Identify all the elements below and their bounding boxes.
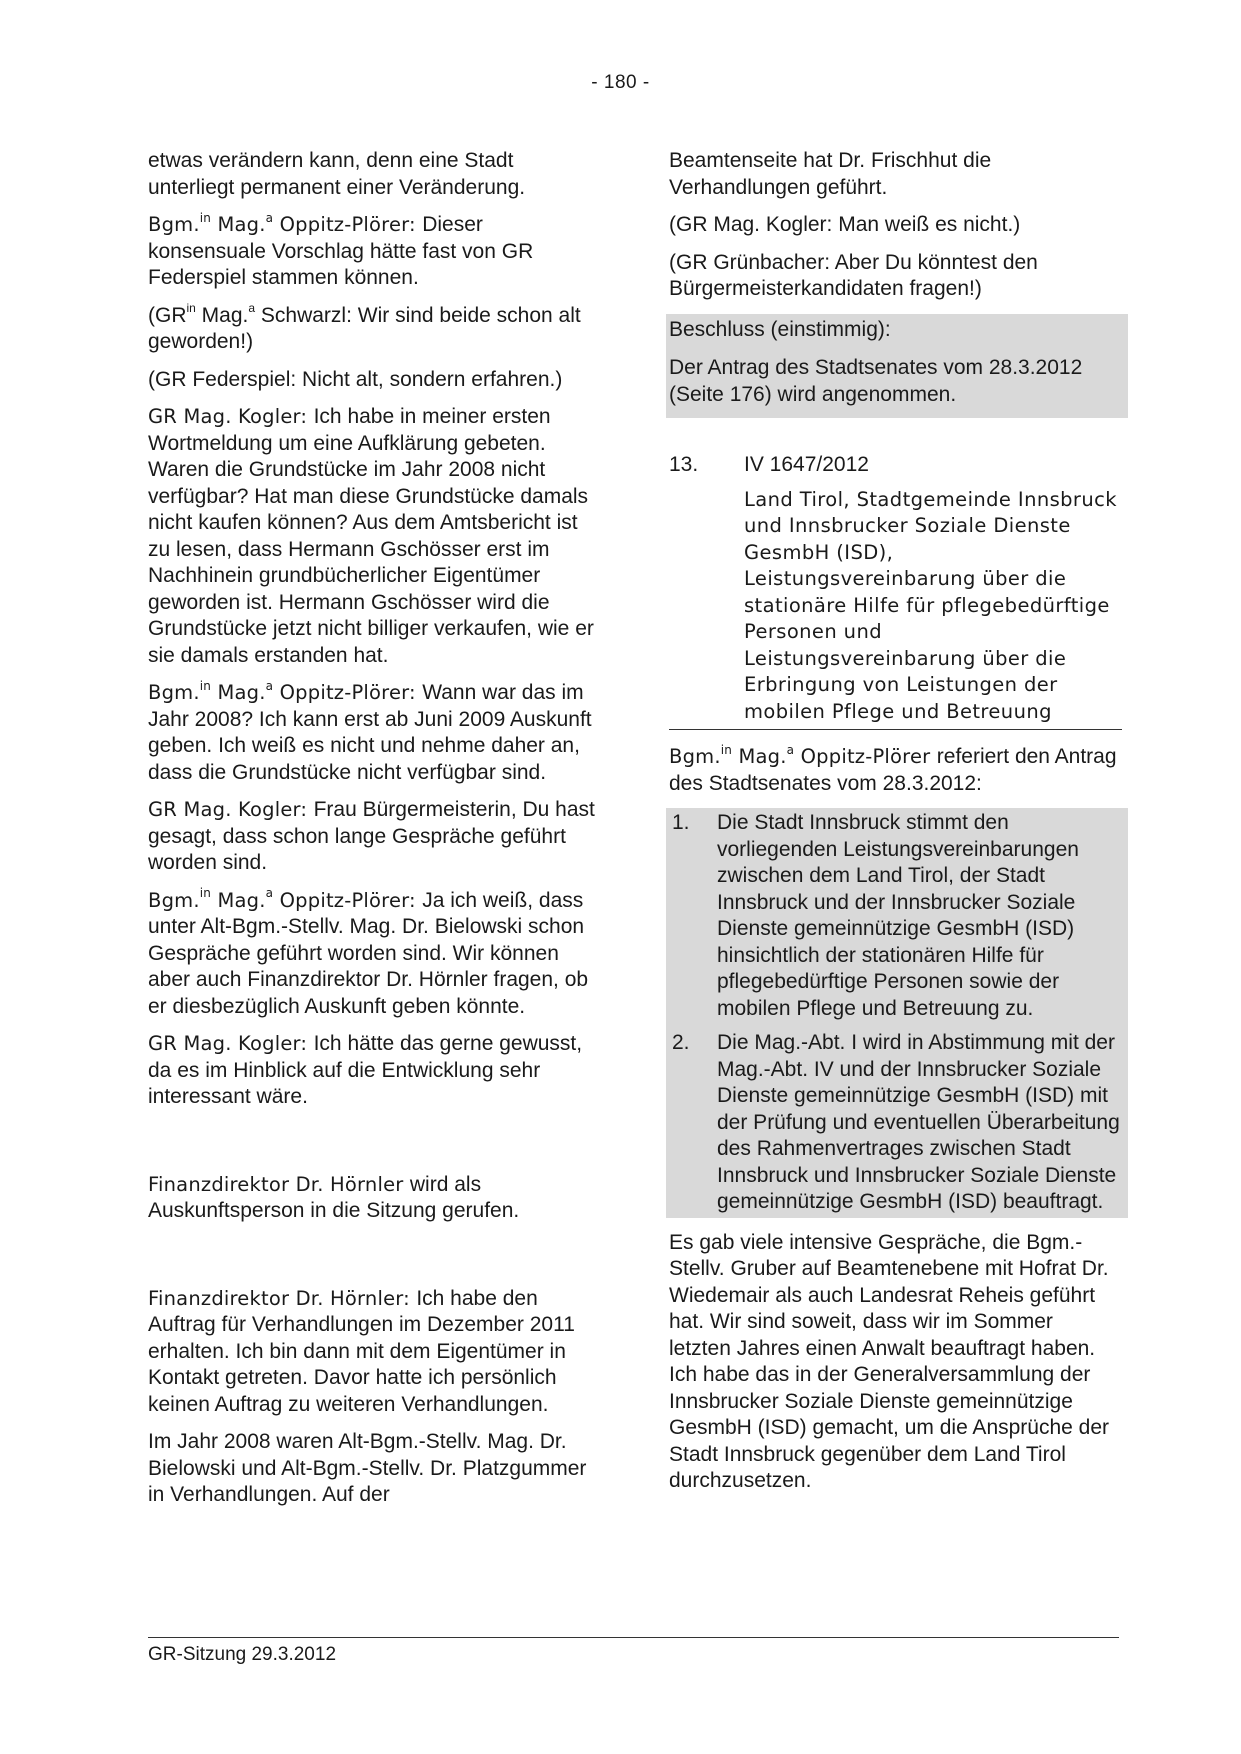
paragraph: Es gab viele intensive Gespräche, die Bgm.-Stellv. Gruber auf Beamtenebene mit Hofrat Dr. Wiedemair als auch Landesrat Reheis geführt hat. Wir sind soweit, dass wir im Sommer letzten Jahres einen Anwalt beauftragt haben. Ich habe das in der Generalversammlung der Innsbrucker Soziale Dienste gemeinnützige GesmbH (ISD) gemacht, um die Ansprüche der Stadt Innsbruck gegenüber dem Land Tirol durchzusetzen.: [669, 1230, 1110, 1492]
list-item: [669, 810, 1125, 1022]
speech-paragraph: [148, 404, 598, 669]
speaker-name: GR Mag. Kogler:: [148, 798, 314, 821]
paragraph: Beamtenseite hat Dr. Frischhut die Verhandlungen geführt.: [669, 149, 992, 199]
speech-paragraph: [148, 1286, 598, 1419]
speaker-name: GR Mag. Kogler:: [148, 405, 314, 428]
speaker-name: Bgm.$^{in}$ Mag.$^a$ Oppitz-Plörer: [669, 742, 937, 768]
speech-paragraph: [148, 888, 598, 1021]
list-item-number: 1.: [672, 811, 690, 834]
agenda-item-number: 13.: [669, 453, 699, 476]
interjection: (GR Mag. Kogler: Man weiß es nicht.): [669, 213, 1021, 236]
speaker-name: Finanzdirektor Dr. Hörnler: [148, 1172, 410, 1196]
motion-list: [666, 808, 1128, 1218]
speech-paragraph: [669, 744, 1119, 797]
speech-paragraph: [148, 797, 598, 877]
interjection: (GR Grünbacher: Aber Du könntest den Bürgermeisterkandidaten fragen!): [669, 250, 1038, 300]
right-column: [669, 148, 1119, 1506]
list-item-text: Die Mag.-Abt. I wird in Abstimmung mit der Mag.-Abt. IV und der Innsbrucker Soziale Dienste gemeinnützige GesmbH (ISD) mit der Prüfung und eventuellen Überarbeitung des Rahmenvertrages zwischen Stadt Innsbruck und Innsbrucker Soziale Dienste gemeinnützige GesmbH (ISD) beauftragt.: [717, 1031, 1120, 1213]
paragraph: etwas verändern kann, denn eine Stadt unterliegt permanent einer Veränderung.: [148, 149, 526, 199]
speech-text: Ich habe den Auftrag für Verhandlungen im Dezember 2011 erhalten. Ich bin dann mit dem Eigentümer in Kontakt getreten. Davor hatte ich persönlich keinen Auftrag zu weiteren Verhandlungen.: [148, 1286, 575, 1416]
speech-text: Ich habe in meiner ersten Wortmeldung um eine Aufklärung gebeten. Waren die Grundstücke im Jahr 2008 nicht verfügbar? Hat man diese Grundstücke damals nicht kaufen können? Aus dem Amtsbericht ist zu lesen, dass Hermann Gschösser erst im Nachhinein grundbücherlicher Eigentümer geworden ist. Hermann Gschösser wird die Grundstücke jetzt nicht billiger verkaufen, wie er sie damals erstanden hat.: [148, 405, 594, 667]
speech-paragraph: [148, 680, 598, 786]
speaker-name: Bgm.$^{in}$ Mag.$^a$ Oppitz-Plörer:: [148, 210, 423, 236]
agenda-item-ref: IV 1647/2012: [744, 453, 869, 476]
agenda-item-title: Land Tirol, Stadtgemeinde Innsbruck und Innsbrucker Soziale Dienste GesmbH (ISD), Leistungsvereinbarung über die stationäre Hilfe für pflegebedürftige Personen und Leistungsvereinbarung über die Erbringung von Leistungen der mobilen Pflege und Betreuung: [744, 487, 1117, 723]
resolution-heading: Beschluss (einstimmig):: [669, 317, 891, 341]
speech-text: referiert den Antrag des Stadtsenates vom 28.3.2012:: [669, 745, 1117, 795]
interjection: ($GR^{in}$ Mag.$^a$ Schwarzl: Wir sind beide schon alt geworden!): [148, 300, 581, 353]
paragraph: Im Jahr 2008 waren Alt-Bgm.-Stellv. Mag. Dr. Bielowski und Alt-Bgm.-Stellv. Dr. Platzgummer in Verhandlungen. Auf der: [148, 1430, 587, 1506]
speaker-name: Finanzdirektor Dr. Hörnler:: [148, 1286, 417, 1310]
interjection: (GR Federspiel: Nicht alt, sondern erfahren.): [148, 367, 563, 391]
speaker-name: Bgm.$^{in}$ Mag.$^a$ Oppitz-Plörer:: [148, 678, 423, 704]
procedural-note: [148, 1172, 598, 1225]
speech-text: wird als Auskunftsperson in die Sitzung gerufen.: [148, 1172, 520, 1222]
agenda-item-header: [669, 452, 1119, 479]
agenda-item-divider: [669, 729, 1122, 730]
speech-paragraph: [148, 212, 598, 292]
speech-text: Frau Bürgermeisterin, Du hast gesagt, dass schon lange Gespräche geführt worden sind.: [148, 798, 595, 874]
speaker-name: GR Mag. Kogler:: [148, 1032, 314, 1055]
speech-text: Wann war das im Jahr 2008? Ich kann erst ab Juni 2009 Auskunft geben. Ich weiß es nicht und nehme daher an, dass die Grundstücke nicht verfügbar sind.: [148, 681, 592, 784]
footer-session-label: GR-Sitzung 29.3.2012: [148, 1644, 337, 1665]
speech-paragraph: [148, 1031, 598, 1111]
speech-text: Ja ich weiß, dass unter Alt-Bgm.-Stellv. Mag. Dr. Bielowski schon Gespräche geführt worden sind. Wir können aber auch Finanzdirektor Dr. Hörnler fragen, ob er diesbezüglich Auskunft geben könnte.: [148, 888, 589, 1018]
footer-divider: [148, 1637, 1119, 1638]
speech-text: Dieser konsensuale Vorschlag hätte fast von GR Federspiel stammen können.: [148, 213, 534, 289]
resolution-text: Der Antrag des Stadtsenates vom 28.3.2012 (Seite 176) wird angenommen.: [669, 356, 1083, 406]
speaker-name: Bgm.$^{in}$ Mag.$^a$ Oppitz-Plörer:: [148, 886, 423, 912]
left-column: [148, 148, 598, 1520]
list-item: [669, 1030, 1125, 1216]
speech-text: Ich hätte das gerne gewusst, da es im Hinblick auf die Entwicklung sehr interessant wäre.: [148, 1032, 583, 1108]
list-item-number: 2.: [672, 1031, 690, 1054]
resolution-box: [666, 314, 1128, 419]
list-item-text: Die Stadt Innsbruck stimmt den vorliegenden Leistungsvereinbarungen zwischen dem Land Tirol, der Stadt Innsbruck und der Innsbrucker Soziale Dienste gemeinnützige GesmbH (ISD) hinsichtlich der stationären Hilfe für pflegebedürftige Personen sowie der mobilen Pflege und Betreuung zu.: [717, 811, 1079, 1020]
page-number: - 180 -: [591, 72, 650, 93]
